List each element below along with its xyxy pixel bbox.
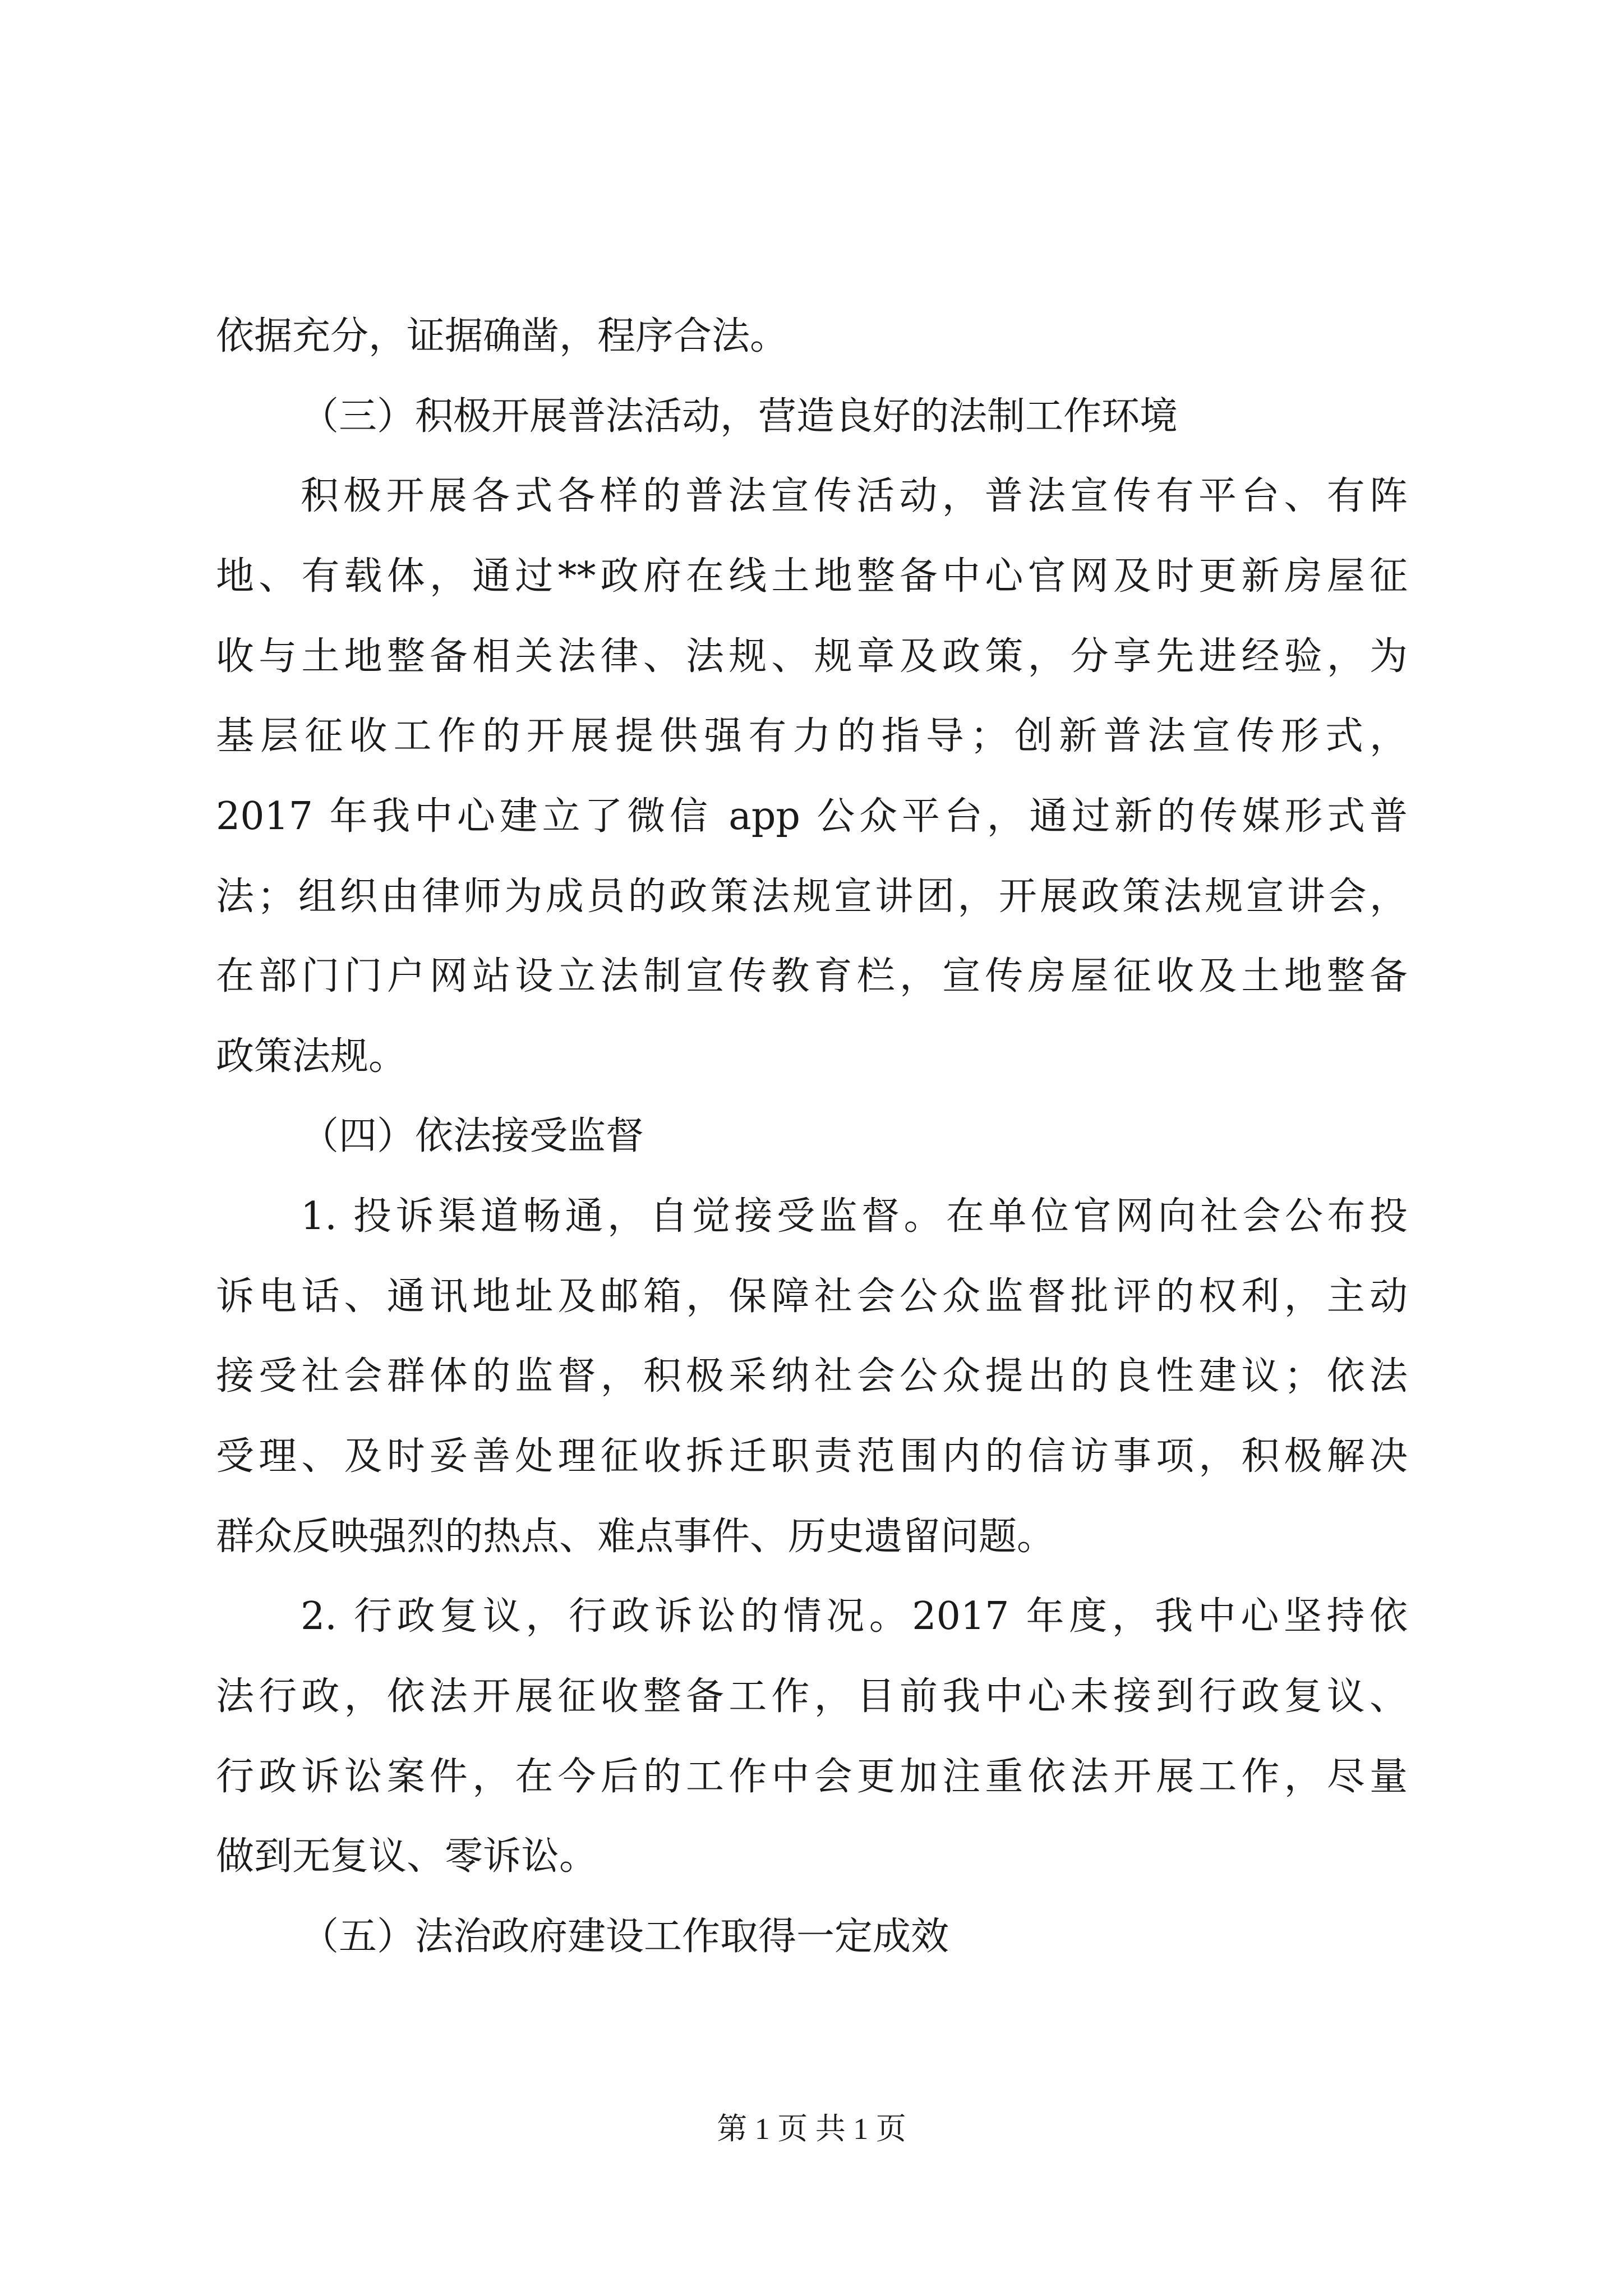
paragraph-line: 接受社会群体的监督，积极采纳社会公众提出的良性建议；依法 [216,1354,1408,1398]
paragraph-line: 受理、及时妥善处理征收拆迁职责范围内的信访事项，积极解决 [216,1434,1408,1479]
paragraph-line: 基层征收工作的开展提供强有力的指导；创新普法宣传形式， [216,714,1408,758]
paragraph-line: 法；组织由律师为成员的政策法规宣讲团，开展政策法规宣讲会， [216,875,1408,919]
paragraph-line: 行政诉讼案件，在今后的工作中会更加注重依法开展工作，尽量 [216,1755,1408,1799]
paragraph-line: 2. 行政复议，行政诉讼的情况。2017 年度，我中心坚持依 [301,1594,1408,1639]
section-heading: （三）积极开展普法活动，营造良好的法制工作环境 [301,394,1178,439]
paragraph-line: 政策法规。 [216,1034,407,1079]
paragraph-line: 1. 投诉渠道畅通，自觉接受监督。在单位官网向社会公布投 [301,1194,1408,1239]
paragraph-line: 收与土地整备相关法律、法规、规章及政策，分享先进经验，为 [216,634,1408,679]
page-footer: 第 1 页 共 1 页 [717,2112,906,2146]
paragraph-line: 法行政，依法开展征收整备工作，目前我中心未接到行政复议、 [216,1674,1408,1719]
paragraph-line: 地、有载体，通过**政府在线土地整备中心官网及时更新房屋征 [216,554,1408,599]
paragraph-line: 做到无复议、零诉讼。 [216,1834,598,1879]
paragraph-line: 群众反映强烈的热点、难点事件、历史遗留问题。 [216,1515,1055,1559]
paragraph-line: 积极开展各式各样的普法宣传活动，普法宣传有平台、有阵 [301,474,1408,518]
paragraph-line: 诉电话、通讯地址及邮箱，保障社会公众监督批评的权利，主动 [216,1274,1408,1319]
section-heading: （五）法治政府建设工作取得一定成效 [301,1915,949,1959]
paragraph-line: 在部门门户网站设立法制宣传教育栏，宣传房屋征收及土地整备 [216,954,1408,999]
section-heading: （四）依法接受监督 [301,1114,644,1158]
paragraph-line: 依据充分，证据确凿，程序合法。 [216,314,789,358]
paragraph-line: 2017 年我中心建立了微信 app 公众平台，通过新的传媒形式普 [216,794,1408,839]
